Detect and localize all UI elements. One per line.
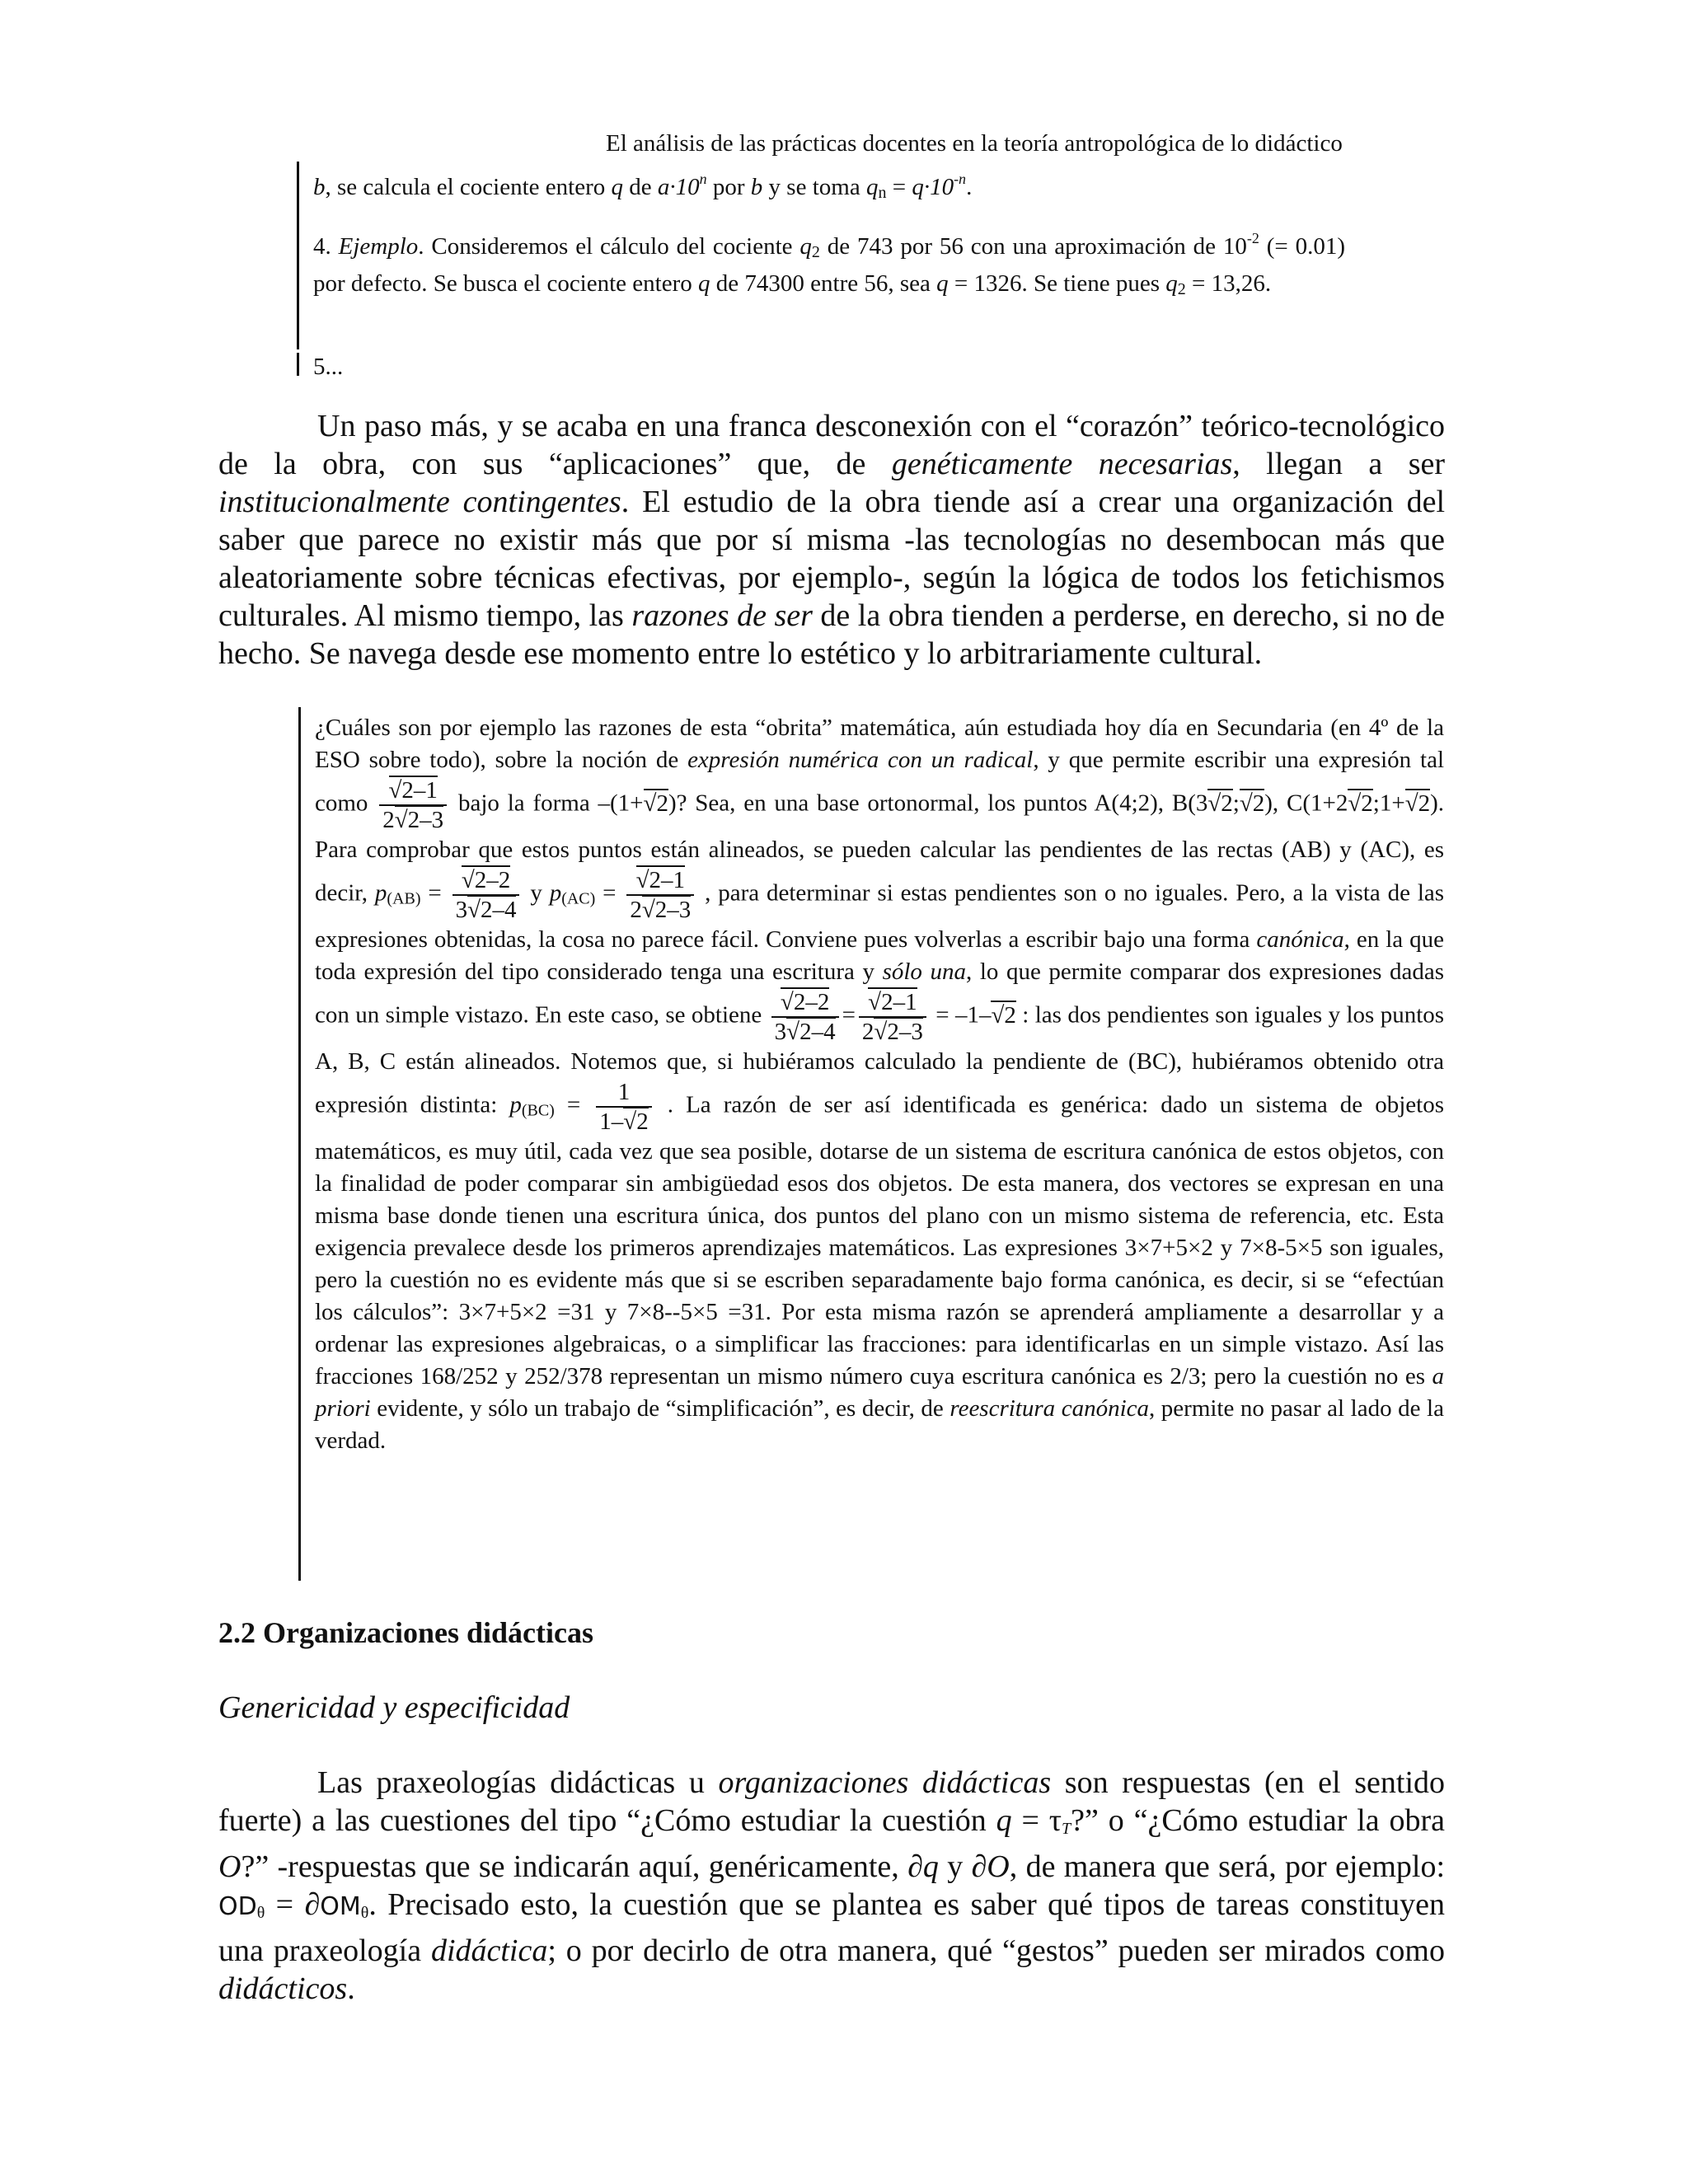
fraction-ac: √ $\frac{2-1}{2√ 2-3}$ bbox=[626, 866, 694, 924]
item-4-example: 4. Ejemplo. Consideremos el cálculo del cociente $q_2$ de 743 por 56 con una aproximación de $10^{-2}$ (= 0.01) por defecto. Se busca el cociente entero q de 74300 entre 56, sea q = 1326. Se tiene pues $q_2 = 13,26$. bbox=[313, 230, 1346, 298]
paragraph-1: Un paso más, y se acaba en una franca desconexión con el “corazón” teórico-tecnológico de la obra, con sus “aplicaciones” que, de genéticamente necesarias, llegan a ser institucionalmente contingentes. El estudio de la obra tiende así a crear una organización del saber que parece no existir más que por sí misma -las tecnologías no desembocan más que aleatoriamente sobre técnicas efectivas, por ejemplo-, según la lógica de todos los fetichismos culturales. Al mismo tiempo, las razones de ser de la obra tienden a perderse, en derecho, si no de hecho. Se navega desde ese momento entre lo estético y lo arbitrariamente cultural. bbox=[218, 409, 1446, 671]
item-5: 5... bbox=[313, 354, 344, 380]
fraction-ab: √ $\frac{2-2}{3√ 2-4}$ bbox=[452, 866, 520, 924]
fraction-bc: $\frac{1}{1-√ 2}$ bbox=[596, 1078, 651, 1136]
fraction-ab-2: √ $\frac{2-2}{3√ 2-4}$ bbox=[771, 988, 839, 1046]
paragraph-2: Las praxeologías didácticas u organizaciones didácticas son respuestas (en el sentido fuerte) a las cuestiones del tipo “¿Cómo estudiar la cuestión $q = \tau_T$?” o “¿Cómo estudiar la obra O?” -respuestas que se indicarán aquí, genéricamente, ∂q y ∂O, de manera que será, por ejemplo: $OD_\theta = \partial OM_\theta$. Precisado esto, la cuestión que se plantea es saber qué tipos de tareas constituyen una praxeología didáctica; o por decirlo de otra manera, qué “gestos” pueden ser mirados como didácticos. bbox=[218, 1765, 1445, 2006]
quote-rule-2 bbox=[298, 707, 301, 1581]
section-title: 2.2 Organizaciones didácticas bbox=[218, 1616, 593, 1649]
subsection-title: Genericidad y especificidad bbox=[218, 1690, 570, 1725]
box2-text: ¿Cuáles son por ejemplo las razones de esta “obrita” matemática, aún estudiada hoy día en Secundaria (en 4º de la ESO sobre todo), sobre la noción de expresión numérica con un radical, y que permite escribir una expresión tal como √ $\frac{2-1}{2√ 2-3}$ bajo la forma –(1+√ 2)? Sea, en una base ortonormal, los puntos A(4;2), B(3√ 2;√ 2), C(1+2√ 2;1+√ 2). Para comprobar que estos puntos están alineados, se pueden calcular las pendientes de las rectas (AB) y (AC), es decir, $p_{(AB)}$ = √ $\frac{2-2}{3√ 2-4}$ y $p_{(AC)}$ = √ $\frac{2-1}{2√ 2-3}$ , para determinar si estas pendientes son o no iguales. Pero, a la vista de las expresiones obtenidas, la cosa no parece fácil. Conviene pues volverlas a escribir bajo una forma canónica, en la que toda expresión del tipo considerado tenga una escritura y sólo una, lo que permite comparar dos expresiones dadas con un simple vistazo. En este caso, se obtiene √ $\frac{2-2}{3√ 2-4}$ = √ $\frac{2-1}{2√ 2-3}$ = –1–√ 2 : las dos pendientes son iguales y los puntos A, B, C están alineados. Notemos que, si hubiéramos calculado la pendiente de (BC), hubiéramos obtenido otra expresión distinta: $p_{(BC)}$ = $\frac{1}{1-√ 2}$ . La razón de ser así identificada es genérica: dado un sistema de objetos matemáticos, es muy útil, cada vez que sea posible, dotarse de un sistema de escritura canónica de estos objetos, con la finalidad de poder comparar sin ambigüedad esos dos objetos. De esta manera, dos vectores se expresan en una misma base donde tienen una escritura única, dos puntos del plano con un mismo sistema de referencia, etc. Esta exigencia prevalece desde los primeros aprendizajes matemáticos. Las expresiones 3×7+5×2 y 7×8-5×5 son iguales, pero la cuestión no es evidente más que si se escriben separadamente bajo forma canónica, es decir, si se “efectúan los cálculos”: 3×7+5×2 =31 y 7×8--5×5 =31. Por esta misma razón se aprenderá ampliamente a desarrollar y a ordenar las expresiones algebraicas, o a simplificar las fracciones: para identificarlas en un simple vistazo. Así las fracciones 168/252 y 252/378 representan un mismo número cuya escritura canónica es 2/3; pero la cuestión no es a priori evidente, y sólo un trabajo de “simplificación”, es decir, de reescritura canónica, permite no pasar al lado de la verdad. bbox=[315, 712, 1444, 1457]
fraction-ac-2: √ $\frac{2-1}{2√ 2-3}$ bbox=[859, 988, 926, 1046]
running-header: El análisis de las prácticas docentes en la teoría antropológica de lo didáctico bbox=[606, 130, 1343, 157]
quote-rule-1 bbox=[297, 162, 299, 349]
quote-rule-1b bbox=[297, 353, 299, 376]
box1-line: b, se calcula el cociente entero q de $a\cdot 10^n$ por b y se toma $q_n = q\cdot 10^{-n}$. bbox=[313, 171, 973, 202]
fraction-1: √ $\frac{2-1}{2√ 2-3}$ bbox=[379, 776, 447, 834]
